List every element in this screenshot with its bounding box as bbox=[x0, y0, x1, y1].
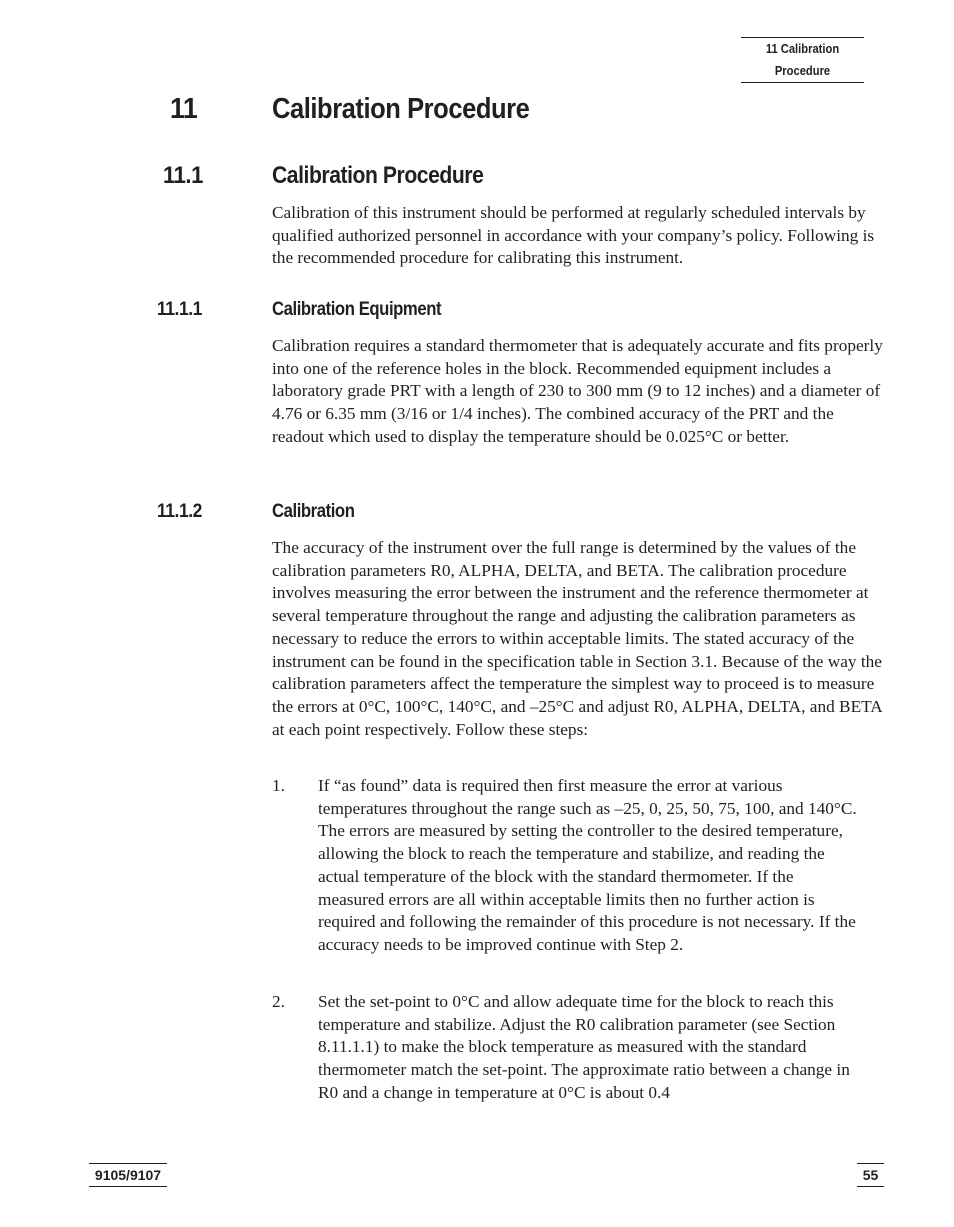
list-item-number: 1. bbox=[272, 776, 285, 795]
subsection-body: Calibration requires a standard thermometer that is adequately accurate and fits properly into one of the reference holes in the block. Recommended equipment includes a laboratory grade PRT with a length of 230 to 300 mm (9 to 12 inches) and a diameter of 4.76 or 6.35 mm (3/16 or 1/4 inches). The combined accuracy of the PRT and the readout which used to display the temperature should be 0.025°C or better. bbox=[272, 336, 883, 446]
subsection-number: 11.1.1 bbox=[157, 299, 202, 320]
subsection-body: The accuracy of the instrument over the full range is determined by the values of the calibration parameters R0, ALPHA, DELTA, and BETA. The calibration procedure involves measuring the error between the instrument and the reference thermometer at several temperature throughout the range and adjusting the calibration parameters as necessary to reduce the errors to within acceptable limits. The stated accuracy of the instrument can be found in the specification table in Section 3.1. Because of the way the calibration parameters affect the temperature the simplest way to proceed is to measure the errors at 0°C, 100°C, 140°C, and –25°C and adjust R0, ALPHA, DELTA, and BETA at each point respectively. Follow these steps: bbox=[272, 538, 882, 739]
subsection-number: 11.1.2 bbox=[157, 501, 202, 522]
list-item-number: 2. bbox=[272, 992, 285, 1011]
page-number: 55 bbox=[857, 1163, 884, 1187]
subsection-title: Calibration Equipment bbox=[272, 299, 442, 320]
list-item bbox=[272, 775, 886, 957]
chapter-title: Calibration Procedure bbox=[272, 93, 530, 125]
footer-model: 9105/9107 bbox=[89, 1163, 167, 1187]
running-header: 11 Calibration Procedure bbox=[741, 37, 864, 83]
list-item-text: Set the set-point to 0°C and allow adequate time for the block to reach this temperature and stabilize. Adjust the R0 calibration parameter (see Section 8.11.1.1) to make the block temperature as measured with the standard thermometer match the set-point. The approximate ratio between a change in R0 and a change in temperature at 0°C is about 0.4 bbox=[318, 992, 850, 1102]
list-item-text: If “as found” data is required then first measure the error at various temperatures throughout the range such as –25, 0, 25, 50, 75, 100, and 140°C. The errors are measured by setting the controller to the desired temperature, allowing the block to reach the temperature and stabilize, and reading the actual temperature of the block with the standard thermometer. If the measured errors are all within acceptable limits then no further action is required and following the remainder of this procedure is not necessary. If the accuracy needs to be improved continue with Step 2. bbox=[318, 776, 857, 954]
section-body: Calibration of this instrument should be performed at regularly scheduled intervals by qualified authorized personnel in accordance with your company’s policy. Following is the recommended procedure for calibrating this instrument. bbox=[272, 203, 875, 268]
subsection-title: Calibration bbox=[272, 501, 355, 522]
list-item bbox=[272, 991, 886, 1105]
section-number: 11.1 bbox=[163, 162, 203, 189]
chapter-number: 11 bbox=[170, 93, 198, 125]
section-title: Calibration Procedure bbox=[272, 162, 484, 189]
